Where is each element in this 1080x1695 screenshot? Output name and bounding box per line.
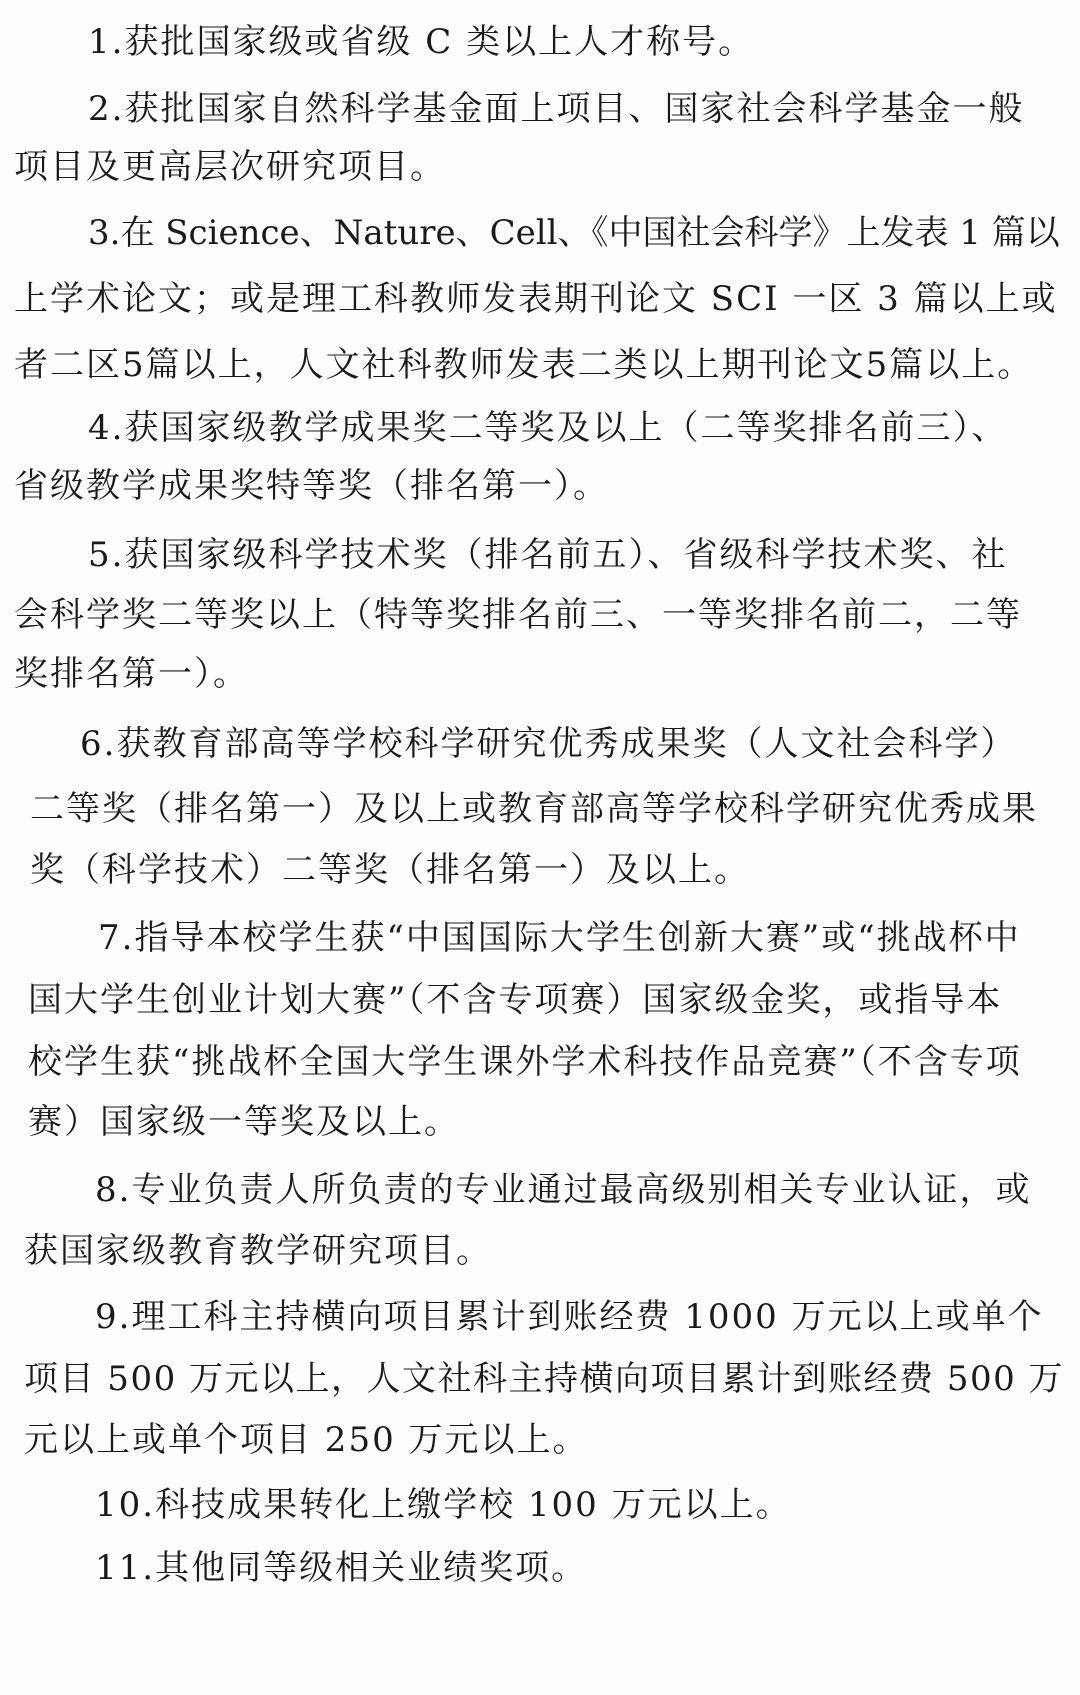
item-7-line-1: 7.指导本校学生获“中国国际大学生创新大赛”或“挑战杯中 xyxy=(98,918,1021,958)
item-5-line-1: 5.获国家级科学技术奖（排名前五）、省级科学技术奖、社 xyxy=(88,535,1008,575)
item-1-line-1: 1.获批国家级或省级 C 类以上人才称号。 xyxy=(88,22,755,62)
item-9-line-2: 项目 500 万元以上，人文社科主持横向项目累计到账经费 500 万 xyxy=(24,1359,1065,1399)
item-8-line-1: 8.专业负责人所负责的专业通过最高级别相关专业认证，或 xyxy=(95,1170,1032,1210)
item-2-line-1: 2.获批国家自然科学基金面上项目、国家社会科学基金一般 xyxy=(88,89,1025,129)
item-2-line-2: 项目及更高层次研究项目。 xyxy=(14,147,446,187)
item-8-line-2: 获国家级教育教学研究项目。 xyxy=(24,1231,492,1271)
item-9-line-1: 9.理工科主持横向项目累计到账经费 1000 万元以上或单个 xyxy=(95,1297,1044,1337)
item-3-line-3: 者二区5篇以上，人文社科教师发表二类以上期刊论文5篇以上。 xyxy=(14,345,1034,385)
item-3-line-1: 3.在 Science、Nature、Cell、《中国社会科学》上发表 1 篇以 xyxy=(88,213,1060,253)
item-6-line-1: 6.获教育部高等学校科学研究优秀成果奖（人文社会科学） xyxy=(80,724,1017,764)
item-6-line-2: 二等奖（排名第一）及以上或教育部高等学校科学研究优秀成果 xyxy=(30,789,1038,829)
item-9-line-3: 元以上或单个项目 250 万元以上。 xyxy=(24,1420,589,1460)
item-10-line-1: 10.科技成果转化上缴学校 100 万元以上。 xyxy=(95,1485,792,1525)
item-4-line-2: 省级教学成果奖特等奖（排名第一）。 xyxy=(14,466,609,506)
item-11-line-1: 11.其他同等级相关业绩奖项。 xyxy=(95,1548,588,1588)
item-5-line-3: 奖排名第一）。 xyxy=(14,654,249,694)
item-5-line-2: 会科学奖二等奖以上（特等奖排名前三、一等奖排名前二，二等 xyxy=(14,595,1022,635)
item-7-line-2: 国大学生创业计划大赛”（不含专项赛）国家级金奖，或指导本 xyxy=(28,980,1003,1020)
item-7-line-3: 校学生获“挑战杯全国大学生课外学术科技作品竞赛”（不含专项 xyxy=(28,1042,1022,1082)
item-6-line-3: 奖（科学技术）二等奖（排名第一）及以上。 xyxy=(30,850,750,890)
item-4-line-1: 4.获国家级教学成果奖二等奖及以上（二等奖排名前三）、 xyxy=(88,408,1008,448)
item-7-line-4: 赛）国家级一等奖及以上。 xyxy=(28,1102,460,1142)
item-3-line-2: 上学术论文；或是理工科教师发表期刊论文 SCI 一区 3 篇以上或 xyxy=(14,279,1058,319)
